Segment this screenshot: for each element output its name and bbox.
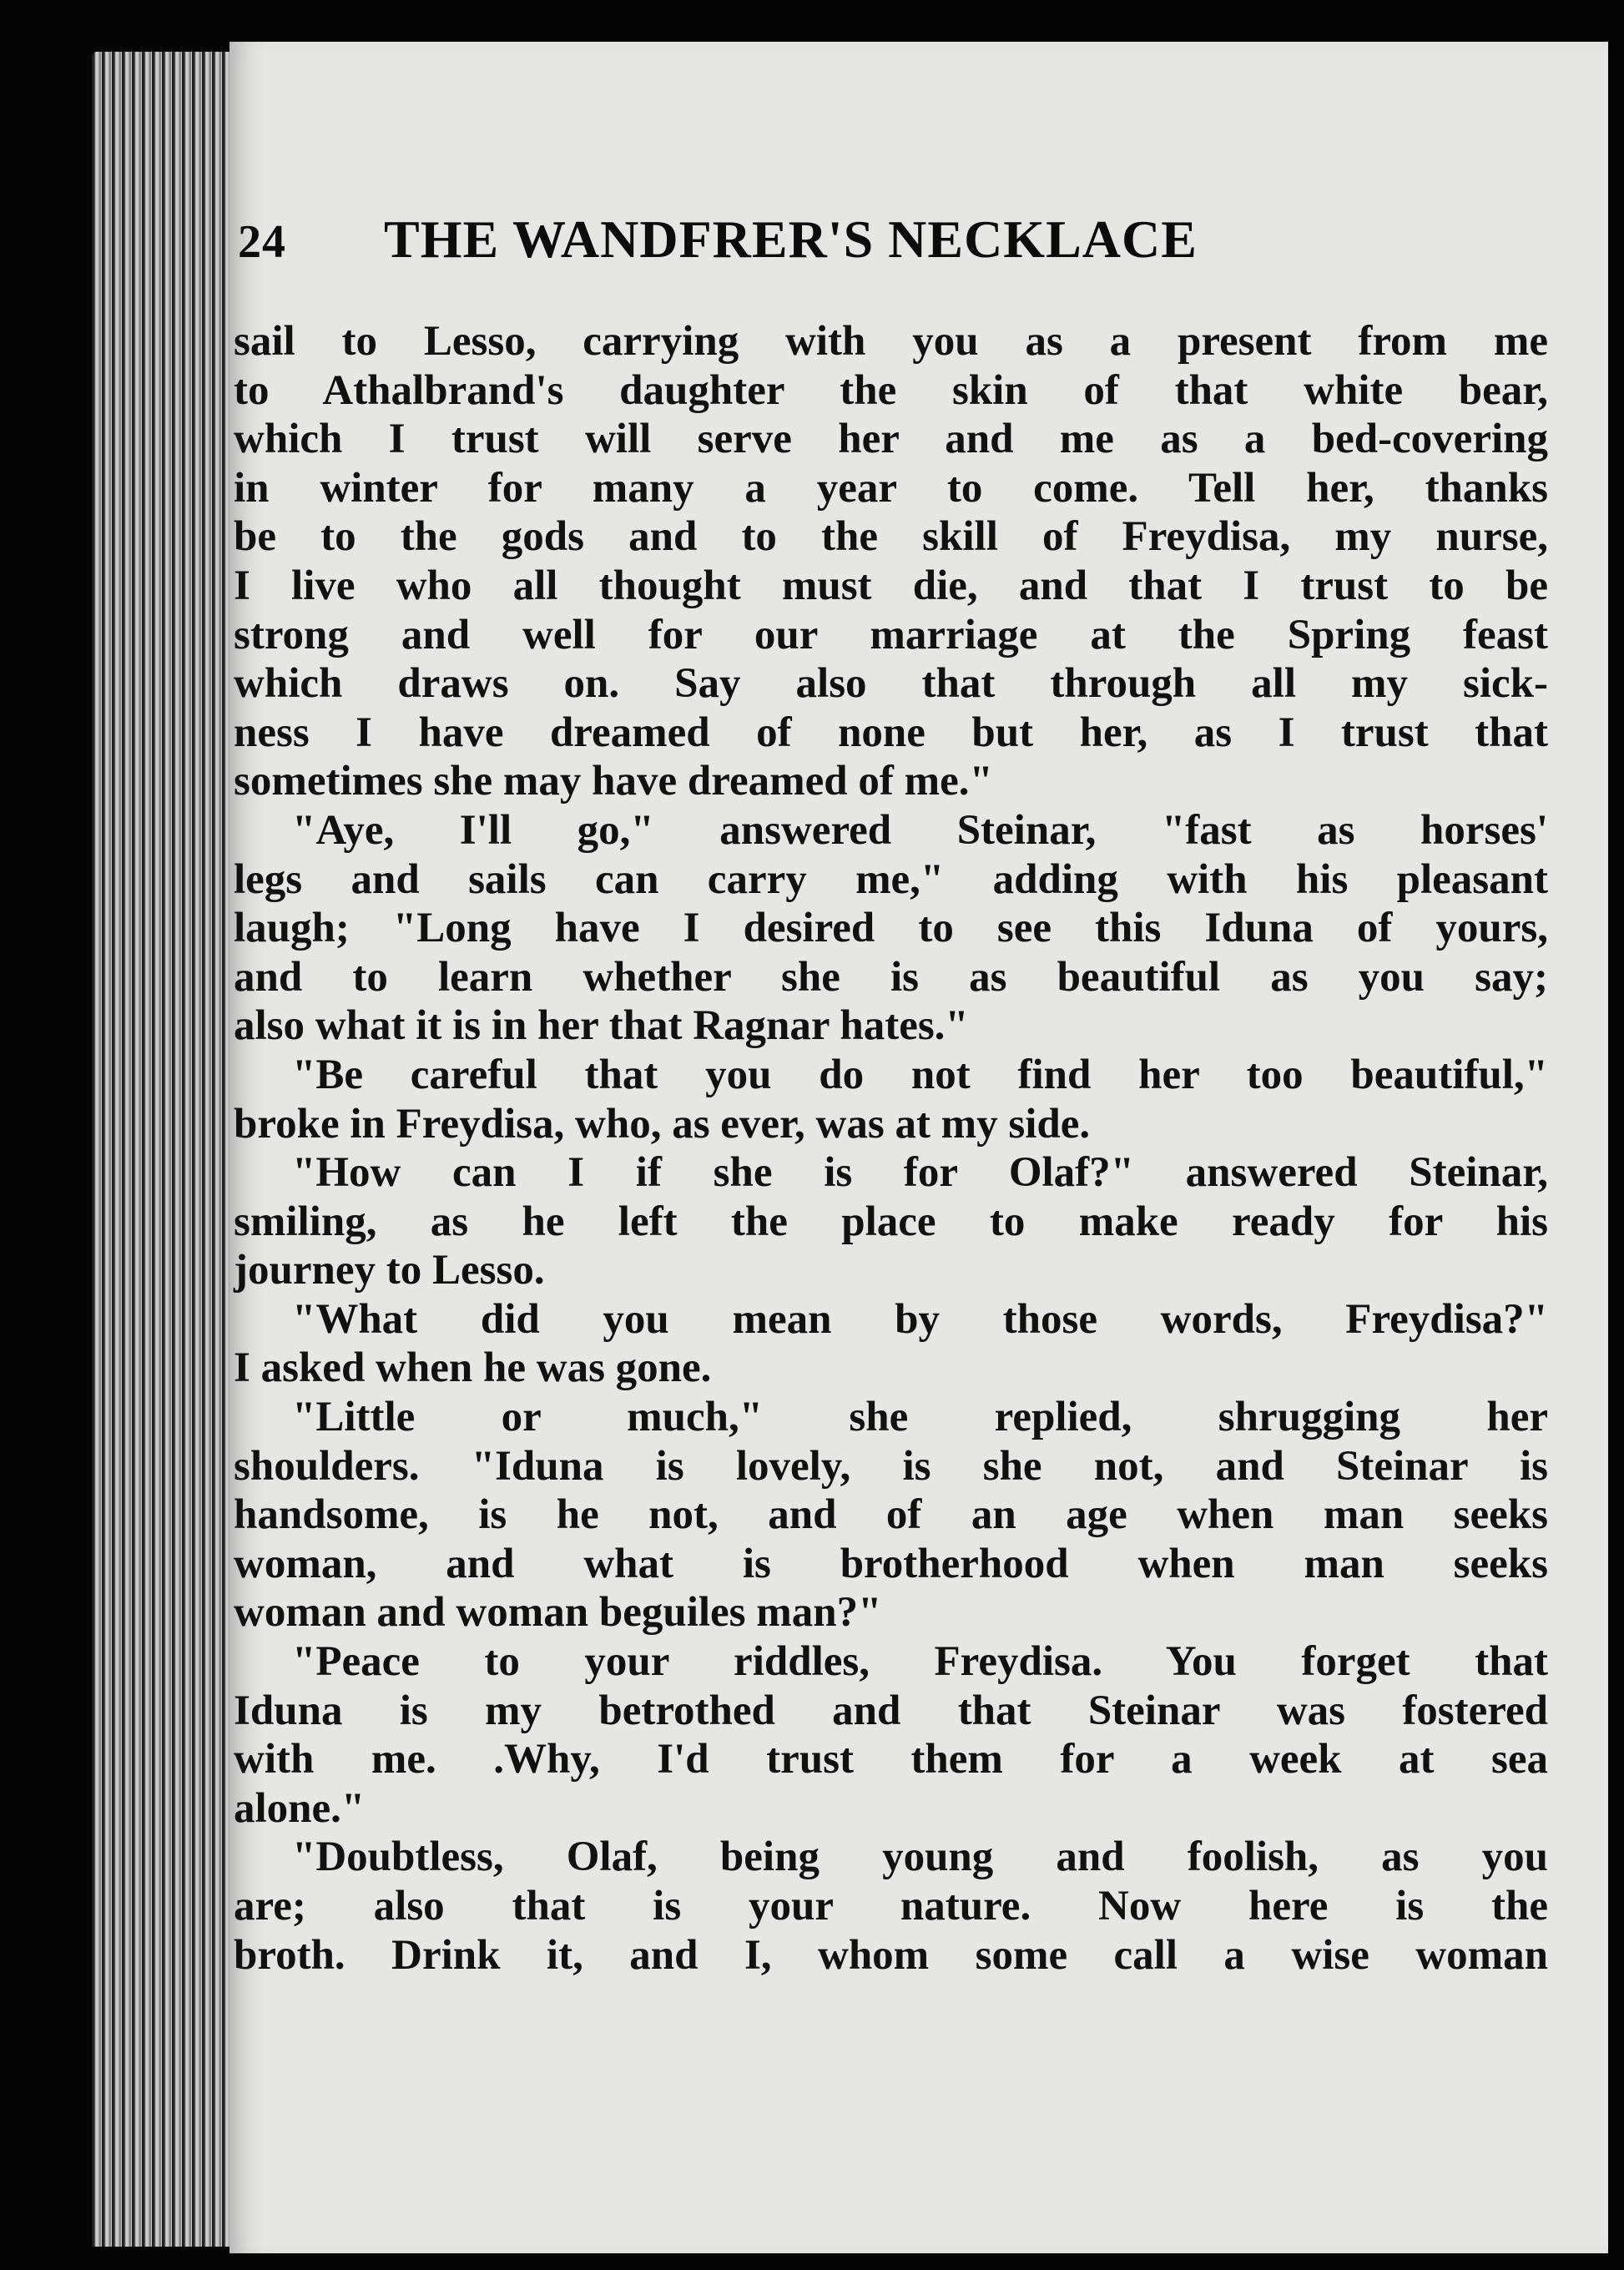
text-line: which draws on. Say also that through all my sick- xyxy=(234,660,1548,708)
text-line: I live who all thought must die, and that I trust to be xyxy=(234,562,1548,609)
text-line: "Little or much," she replied, shrugging her xyxy=(292,1394,1548,1441)
text-line: laugh; "Long have I desired to see this Iduna of yours, xyxy=(234,905,1548,952)
text-line: journey to Lesso. xyxy=(234,1247,545,1294)
text-line: I asked when he was gone. xyxy=(234,1344,712,1392)
text-line: smiling, as he left the place to make ready for his xyxy=(234,1198,1548,1245)
text-line: woman, and what is brotherhood when man seeks xyxy=(234,1540,1548,1587)
text-line: legs and sails can carry me," adding with his pleasant xyxy=(234,855,1548,903)
body-text xyxy=(234,317,1548,1980)
text-line: broke in Freydisa, who, as ever, was at my side. xyxy=(234,1100,1091,1148)
text-line: sometimes she may have dreamed of me." xyxy=(234,758,993,805)
text-line: are; also that is your nature. Now here is the xyxy=(234,1883,1548,1930)
text-line: also what it is in her that Ragnar hates." xyxy=(234,1002,969,1050)
text-line: "What did you mean by those words, Freydisa?" xyxy=(292,1295,1548,1343)
text-line: with me. .Why, I'd trust them for a week at sea xyxy=(234,1736,1548,1783)
text-line: be to the gods and to the skill of Freydisa, my nurse, xyxy=(234,513,1548,561)
text-line: "Doubtless, Olaf, being young and foolish, as you xyxy=(292,1834,1548,1881)
text-line: and to learn whether she is as beautiful as you say; xyxy=(234,953,1548,1001)
text-line: alone." xyxy=(234,1784,366,1832)
text-line: shoulders. "Iduna is lovely, is she not, and Steinar is xyxy=(234,1442,1548,1490)
text-line: "How can I if she is for Olaf?" answered Steinar, xyxy=(292,1149,1548,1197)
text-line: woman and woman beguiles man?" xyxy=(234,1589,882,1637)
page-header xyxy=(238,192,1406,284)
text-line: "Aye, I'll go," answered Steinar, "fast as horses' xyxy=(292,806,1548,854)
page-number: 24 xyxy=(238,216,286,268)
text-line: handsome, is he not, and of an age when man seeks xyxy=(234,1491,1548,1539)
text-line: which I trust will serve her and me as a bed-covering xyxy=(234,416,1548,463)
text-line: "Be careful that you do not find her too beautiful," xyxy=(292,1051,1548,1098)
text-line: in winter for many a year to come. Tell her, thanks xyxy=(234,464,1548,512)
text-line: strong and well for our marriage at the Spring feast xyxy=(234,611,1548,658)
text-line: Iduna is my betrothed and that Steinar was fostered xyxy=(234,1687,1548,1734)
text-line: sail to Lesso, carrying with you as a present from me xyxy=(234,318,1548,365)
running-title: THE WANDFRER'S NECKLACE xyxy=(384,209,1198,269)
text-line: broth. Drink it, and I, whom some call a wise woman xyxy=(234,1931,1548,1979)
text-line: ness I have dreamed of none but her, as I trust that xyxy=(234,709,1548,756)
text-line: "Peace to your riddles, Freydisa. You forget that xyxy=(292,1638,1548,1686)
text-line: to Athalbrand's daughter the skin of that white bear, xyxy=(234,366,1548,414)
